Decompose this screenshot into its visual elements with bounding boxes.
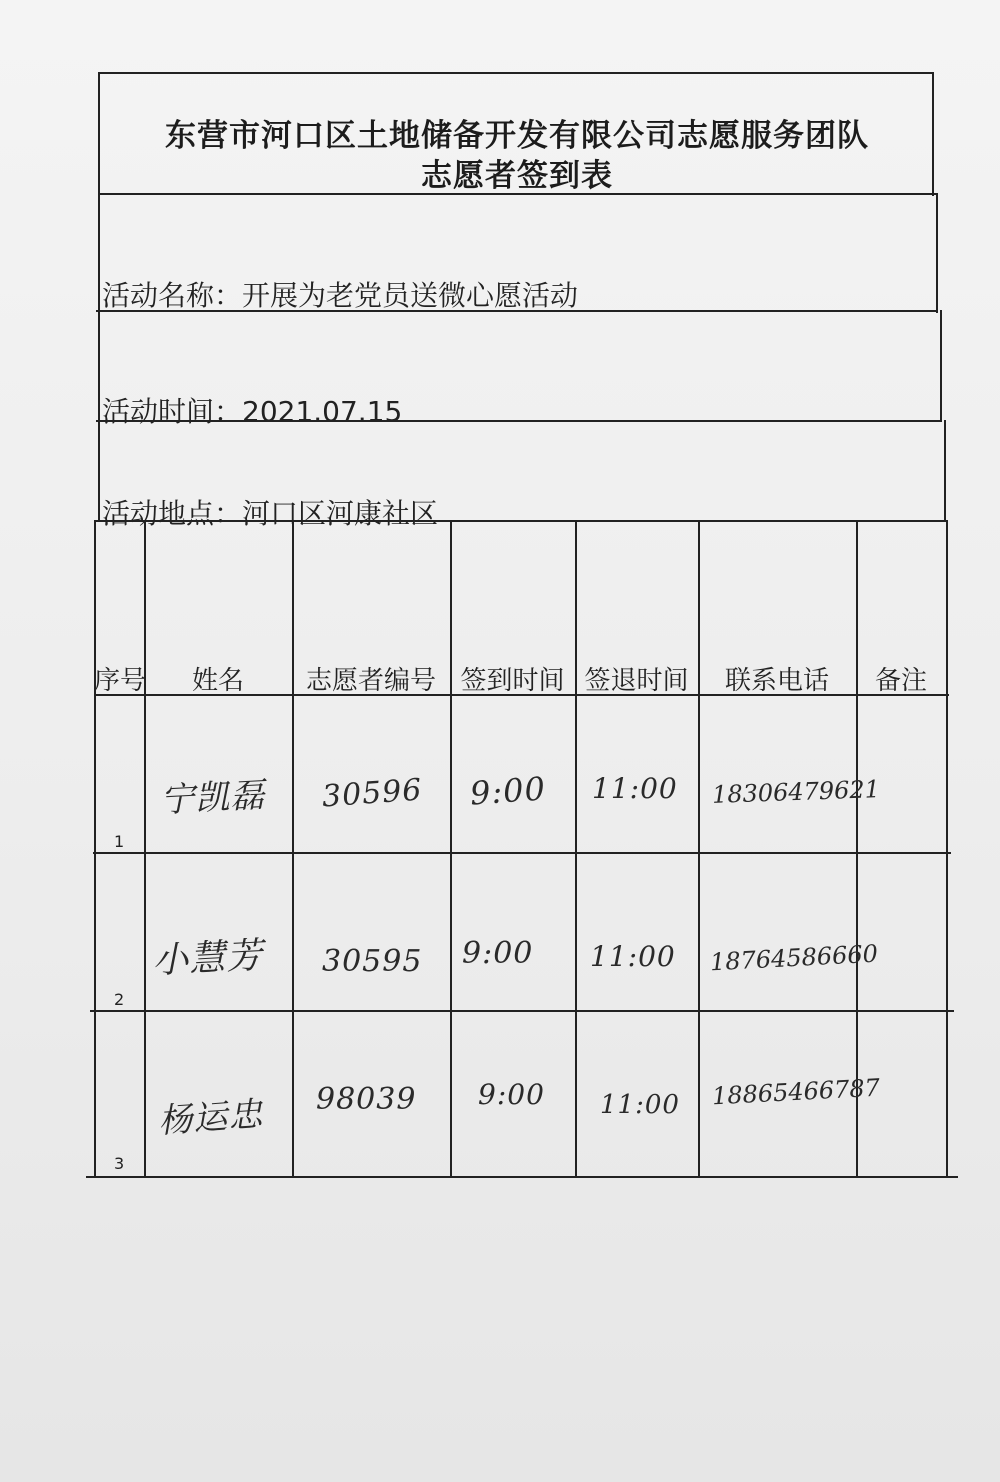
volunteer-id: 98039: [316, 1082, 417, 1117]
header-sign-out-time: 签退时间: [584, 666, 689, 696]
phone-number: 18306479621: [711, 775, 881, 809]
header-sign-in-time: 签到时间: [460, 666, 565, 696]
col-line-7: [946, 520, 948, 1178]
volunteer-id: 30596: [320, 772, 424, 815]
rule-below-row1: [93, 852, 951, 854]
row-index: 3: [114, 1154, 125, 1173]
header-index: 序号: [94, 666, 147, 696]
col-line-3: [450, 520, 452, 1178]
rule-bottom: [86, 1176, 958, 1178]
col-line-4: [575, 520, 577, 1178]
phone-number: 18865466787: [711, 1073, 881, 1111]
rule-below-row2: [90, 1010, 954, 1012]
signature-name: 宁凯磊: [159, 775, 267, 821]
activity-location: 活动地点：河口区河康社区: [102, 497, 439, 530]
frame-right-low: [940, 310, 942, 422]
sheet-title-line1: 东营市河口区土地储备开发有限公司志愿服务团队: [165, 118, 869, 154]
row-index: 2: [114, 990, 125, 1009]
frame-right-loc: [944, 420, 946, 522]
sign-out-time: 11:00: [592, 772, 678, 805]
rule-top: [98, 72, 934, 74]
signature-name: 小慧芳: [151, 935, 265, 982]
sign-in-time: 9:00: [468, 769, 548, 813]
col-line-0: [94, 520, 96, 1178]
signature-name: 杨运忠: [156, 1094, 265, 1142]
header-note: 备注: [874, 666, 927, 696]
phone-number: 18764586660: [709, 939, 879, 977]
activity-time: 活动时间：2021.07.15: [102, 395, 403, 428]
frame-right-mid: [936, 193, 938, 313]
sign-in-time: 9:00: [462, 936, 534, 971]
col-line-5: [698, 520, 700, 1178]
row-index: 1: [114, 832, 125, 851]
sheet-title-line2: 志愿者签到表: [421, 158, 613, 194]
sign-out-time: 11:00: [600, 1090, 680, 1120]
activity-name: 活动名称：开展为老党员送微心愿活动: [102, 279, 579, 312]
sign-out-time: 11:00: [590, 940, 676, 973]
header-phone: 联系电话: [724, 666, 829, 696]
volunteer-id: 30595: [322, 944, 423, 979]
col-line-1: [144, 520, 146, 1178]
sign-in-time: 9:00: [478, 1078, 545, 1111]
header-name: 姓名: [191, 666, 244, 696]
col-line-2: [292, 520, 294, 1178]
header-volunteer-id: 志愿者编号: [305, 666, 436, 696]
